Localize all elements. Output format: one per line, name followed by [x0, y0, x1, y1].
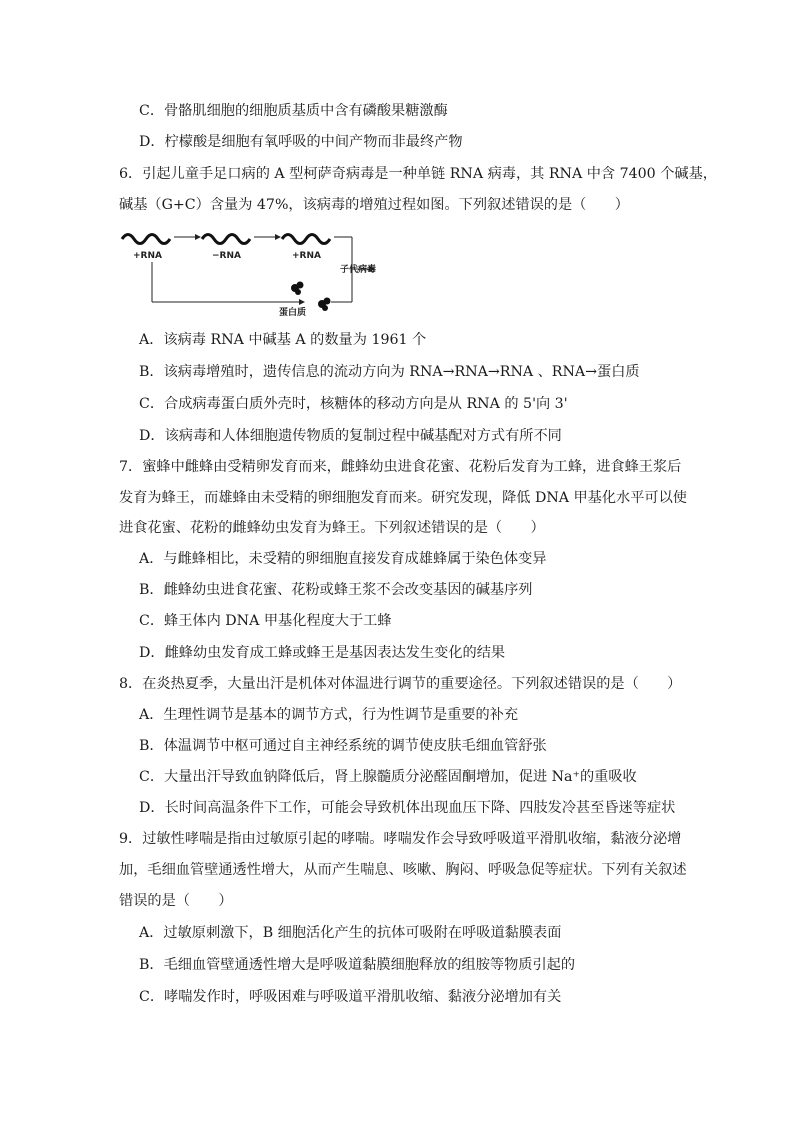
- q7-stem-line-2: 发育为蜂王，而雄蜂由未受精的卵细胞发育而来。研究发现，降低 DNA 甲基化水平可以使: [119, 490, 687, 506]
- label-minus-rna: −RNA: [212, 251, 241, 261]
- q9-option-a: A．过敏原刺激下，B 细胞活化产生的抗体可吸附在呼吸道黏膜表面: [139, 925, 562, 941]
- q7-stem-line-1: 7．蜜蜂中雌蜂由受精卵发育而来，雌蜂幼虫进食花蜜、花粉后发育为工蜂，进食蜂王浆后: [119, 459, 682, 475]
- q6-stem-line-2: 碱基（G+C）含量为 47%，该病毒的增殖过程如图。下列叙述错误的是（ ）: [119, 197, 629, 213]
- arrow-head-icon: [299, 299, 305, 305]
- q8-option-d: D．长时间高温条件下工作，可能会导致机体出现血压下降、四肢发冷甚至昏迷等症状: [139, 800, 676, 816]
- label-progeny-virus: 子代病毒: [339, 265, 376, 275]
- q9-option-c: C．哮喘发作时，呼吸困难与呼吸道平滑肌收缩、黏液分泌增加有关: [139, 989, 562, 1005]
- q7-option-b: B．雌蜂幼虫进食花蜜、花粉或蜂王浆不会改变基因的碱基序列: [139, 582, 533, 598]
- protein-icon: [291, 282, 331, 312]
- q6-option-d: D．该病毒和人体细胞遗传物质的复制过程中碱基配对方式有所不同: [139, 428, 562, 444]
- q7-option-c: C．蜂王体内 DNA 甲基化程度大于工蜂: [139, 613, 392, 629]
- plus-rna-strand-1: [122, 235, 170, 244]
- label-plus-rna-2: +RNA: [292, 251, 321, 261]
- arrow-head-icon: [275, 234, 281, 240]
- q9-stem-line-1: 9．过敏性哮喘是指由过敏原引起的哮喘。哮喘发作会导致呼吸道平滑肌收缩，黏液分泌增: [119, 831, 682, 847]
- q6-option-c: C．合成病毒蛋白质外壳时，核糖体的移动方向是从 RNA 的 5'向 3': [139, 396, 568, 412]
- q6-stem-line-1: 6．引起儿童手足口病的 A 型柯萨奇病毒是一种单链 RNA 病毒，其 RNA 中含 7400 个碱基，: [119, 166, 717, 182]
- q5-option-c: C．骨骼肌细胞的细胞质基质中含有磷酸果糖激酶: [139, 103, 448, 119]
- q8-stem-line-1: 8．在炎热夏季，大量出汗是机体对体温进行调节的重要途径。下列叙述错误的是（ ）: [119, 676, 682, 692]
- virus-replication-diagram: [119, 222, 379, 318]
- arrow-head-icon: [195, 234, 201, 240]
- label-protein: 蛋白质: [279, 308, 307, 318]
- q7-option-d: D．雌蜂幼虫发育成工蜂或蜂王是基因表达发生变化的结果: [139, 645, 506, 661]
- q5-option-d: D．柠檬酸是细胞有氧呼吸的中间产物而非最终产物: [139, 134, 463, 150]
- q7-option-a: A．与雌蜂相比，未受精的卵细胞直接发育成雄蜂属于染色体变异: [139, 551, 547, 567]
- q9-option-b: B．毛细血管壁通透性增大是呼吸道黏膜细胞释放的组胺等物质引起的: [139, 957, 576, 973]
- q6-option-b: B．该病毒增殖时，遗传信息的流动方向为 RNA→RNA→RNA 、RNA→蛋白质: [139, 364, 640, 380]
- label-plus-rna-1: +RNA: [133, 251, 162, 261]
- q9-stem-line-2: 加，毛细血管壁通透性增大，从而产生喘息、咳嗽、胸闷、呼吸急促等症状。下列有关叙述: [119, 862, 687, 878]
- q8-option-c: C．大量出汗导致血钠降低后，肾上腺髓质分泌醛固酮增加，促进 Na⁺的重吸收: [139, 769, 637, 785]
- q8-option-b: B．体温调节中枢可通过自主神经系统的调节使皮肤毛细血管舒张: [139, 738, 547, 754]
- minus-rna-strand: [202, 235, 250, 244]
- q7-stem-line-3: 进食花蜜、花粉的雌蜂幼虫发育为蜂王。下列叙述错误的是（ ）: [119, 520, 545, 536]
- plus-rna-strand-2: [282, 235, 330, 244]
- q8-option-a: A．生理性调节是基本的调节方式，行为性调节是重要的补充: [139, 707, 519, 723]
- q9-stem-line-3: 错误的是（ ）: [119, 893, 233, 909]
- q6-option-a: A．该病毒 RNA 中碱基 A 的数量为 1961 个: [139, 332, 427, 348]
